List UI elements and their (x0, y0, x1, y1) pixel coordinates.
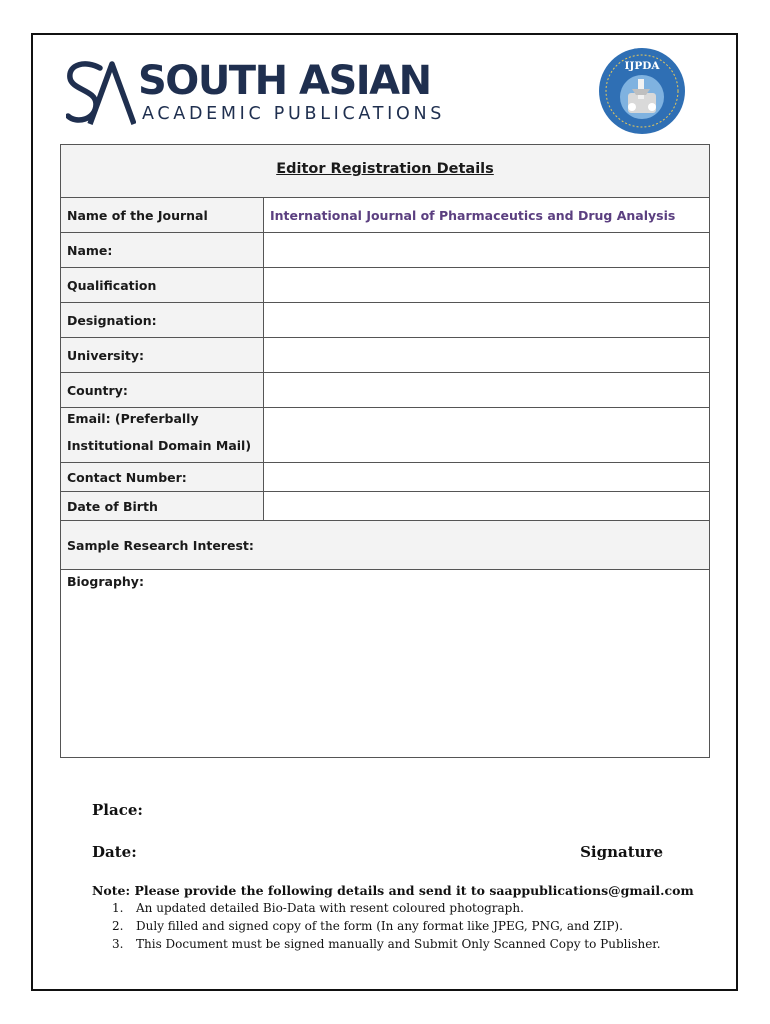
biography-label: Biography: (67, 574, 144, 589)
logo-line-2: ACADEMIC PUBLICATIONS (142, 104, 446, 124)
university-label: University: (67, 348, 144, 363)
list-item: 3. This Document must be signed manually and Submit Only Scanned Copy to Publisher. (112, 937, 661, 951)
registration-form (60, 144, 710, 758)
designation-label: Designation: (67, 313, 157, 328)
journal-value: International Journal of Pharmaceutics and Drug Analysis (270, 208, 676, 223)
date-label: Date: (92, 843, 137, 861)
name-row (61, 232, 709, 267)
email-field[interactable] (264, 408, 709, 462)
journal-row (61, 197, 709, 232)
research-row[interactable] (61, 520, 709, 569)
email-label: Email: (Preferbally (67, 411, 199, 426)
name-field[interactable] (264, 233, 709, 267)
country-row (61, 372, 709, 407)
logo-line-1: SOUTH ASIAN (138, 58, 431, 104)
south-asian-logo (66, 58, 446, 128)
university-row (61, 337, 709, 372)
note-list (112, 901, 661, 955)
dob-field[interactable] (264, 492, 709, 520)
list-item: 2. Duly filled and signed copy of the form (In any format like JPEG, PNG, and ZIP). (112, 919, 623, 933)
biography-row[interactable] (61, 569, 709, 757)
contact-label: Contact Number: (67, 470, 187, 485)
contact-field[interactable] (264, 463, 709, 491)
designation-field[interactable] (264, 303, 709, 337)
qualification-field[interactable] (264, 268, 709, 302)
seal-label: IJPDA (624, 60, 660, 72)
journal-label: Name of the Journal (67, 208, 208, 223)
signature-label: Signature (580, 843, 663, 861)
dob-row (61, 491, 709, 520)
dob-label: Date of Birth (67, 499, 158, 514)
form-title-row (61, 145, 709, 197)
research-label: Sample Research Interest: (67, 538, 254, 553)
country-field[interactable] (264, 373, 709, 407)
qualification-row (61, 267, 709, 302)
designation-row (61, 302, 709, 337)
form-title: Editor Registration Details (276, 161, 494, 177)
university-field[interactable] (264, 338, 709, 372)
email-label-line-2: Institutional Domain Mail) (67, 438, 252, 453)
qualification-label: Qualification (67, 278, 157, 293)
sa-monogram-icon (66, 60, 136, 128)
place-label: Place: (92, 801, 143, 819)
email-row (61, 407, 709, 462)
country-label: Country: (67, 383, 128, 398)
list-item: 1. An updated detailed Bio-Data with resent coloured photograph. (112, 901, 524, 915)
journal-seal (598, 47, 686, 135)
contact-row (61, 462, 709, 491)
note-heading: Note: Please provide the following details and send it to saappublications@gmail.com (92, 883, 694, 898)
name-label: Name: (67, 243, 113, 258)
